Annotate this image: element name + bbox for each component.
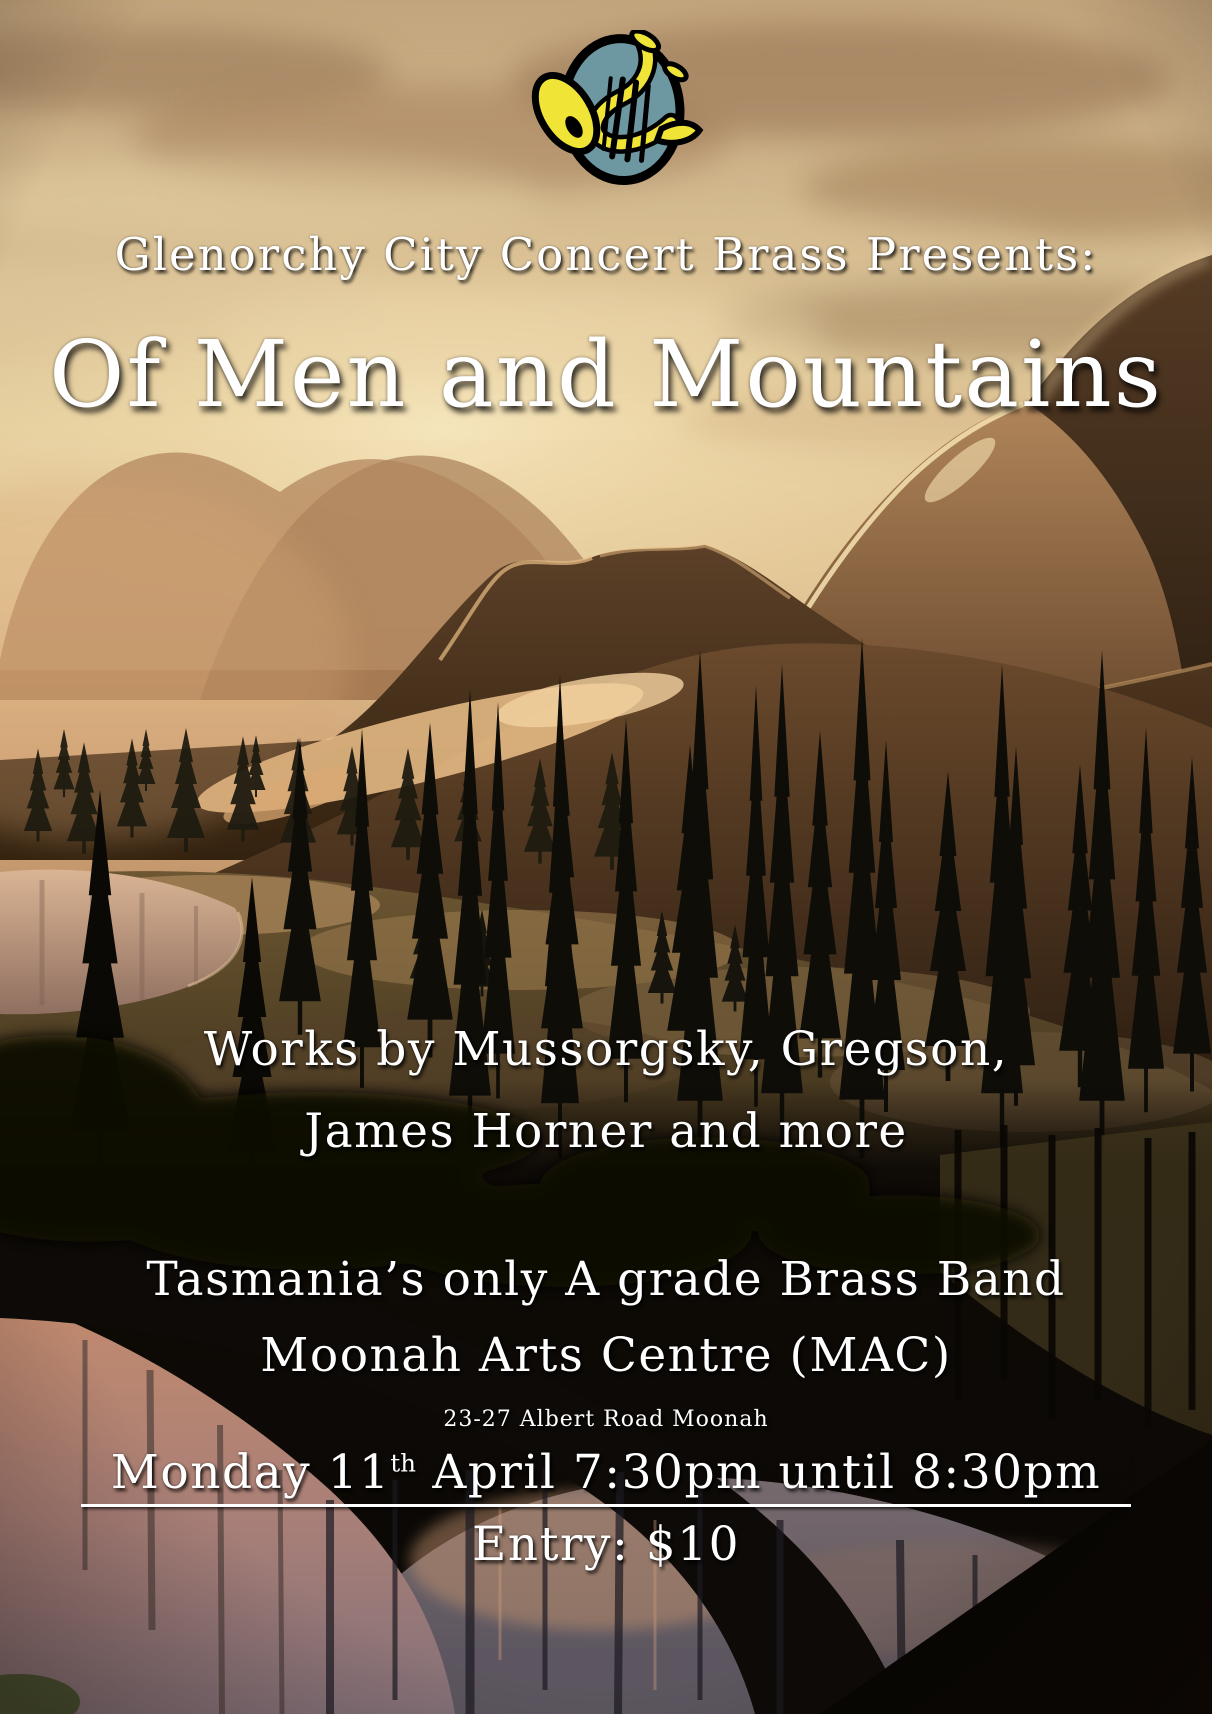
band-line: Tasmania’s only A grade Brass Band <box>146 1252 1066 1307</box>
entry-line: Entry: $10 <box>472 1517 740 1572</box>
presenter-line: Glenorchy City Concert Brass Presents: <box>114 228 1098 281</box>
works-line-1: Works by Mussorgsky, Gregson, <box>203 1022 1009 1077</box>
french-horn-icon <box>528 30 704 192</box>
address-line: 23-27 Albert Road Moonah <box>443 1407 769 1432</box>
date-ordinal-superscript: th <box>390 1448 416 1478</box>
date-underline <box>81 1447 1131 1507</box>
date-suffix: April 7:30pm until 8:30pm <box>415 1445 1102 1500</box>
poster-title: Of Men and Mountains <box>49 321 1163 428</box>
works-line-2: James Horner and more <box>304 1104 908 1159</box>
date-line <box>0 1447 1212 1507</box>
venue-line: Moonah Arts Centre (MAC) <box>260 1328 952 1383</box>
date-prefix: Monday 11 <box>110 1445 391 1500</box>
